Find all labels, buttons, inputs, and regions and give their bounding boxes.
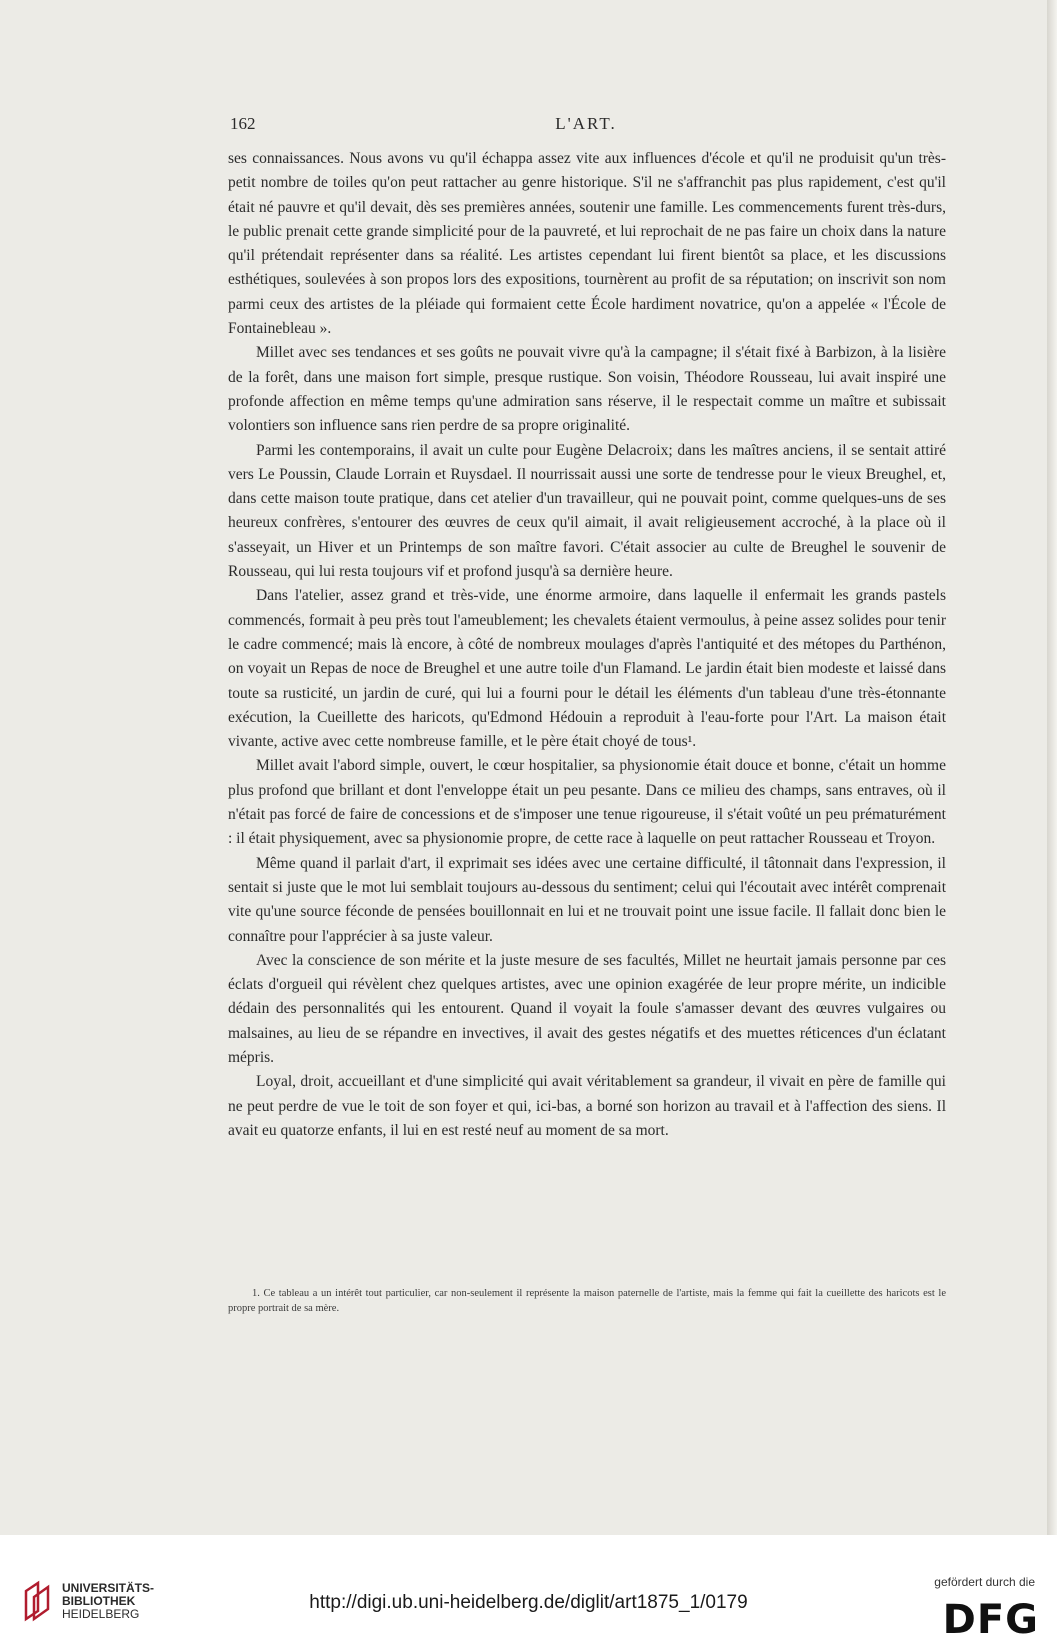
paragraph: Loyal, droit, accueillant et d'une simplicité qui avait véritablement sa grandeur, il vivait en père de famille qui ne peut perdre de vue le toit de son foyer et qui, ici-bas, a borné son horizon au travail et à l'affection des siens. Il avait eu quatorze enfants, il lui en est resté neuf au moment de sa mort. bbox=[228, 1073, 946, 1139]
paragraph: Parmi les contemporains, il avait un culte pour Eugène Delacroix; dans les maîtres anciens, il se sentait attiré vers Le Poussin, Claude Lorrain et Ruysdael. Il nourrissait aussi une sorte de tendresse pour le vieux Breughel, et, dans cette maison toute pratique, dans cet atelier d'un travailleur, qui ne pouvait point, comme quelques-uns de ses heureux confrères, s'entourer des œuvres de ceux qu'il aimait, il avait religieusement accroché, à la place où il s'asseyait, un Hiver et un Printemps de son maître favori. C'était associer au culte de Breughel le souvenir de Rousseau, qui lui resta toujours vif et profond jusqu'à sa dernière heure. bbox=[228, 441, 946, 581]
permalink-url[interactable]: http://digi.ub.uni-heidelberg.de/diglit/art1875_1/0179 bbox=[309, 1592, 748, 1613]
library-name-line: UNIVERSITÄTS- bbox=[62, 1581, 155, 1595]
running-title: L'ART. bbox=[555, 114, 617, 133]
paragraph: Millet avait l'abord simple, ouvert, le cœur hospitalier, sa physionomie était douce et bonne, c'était un homme plus profond que brillant et dont l'enveloppe était un peu pesante. Dans ce milieu des champs, sans entraves, où il n'était pas forcé de faire de concessions et de s'imposer une tenue rigoureuse, il s'était voûté un peu prématurément : il était physiquement, avec sa physionomie propre, de cette race à laquelle on peut rattacher Rousseau et Troyon. bbox=[228, 757, 946, 848]
footnote: 1. Ce tableau a un intérêt tout particulier, car non-seulement il représente la maison paternelle de l'artiste, mais la femme qui fait la cueillette des haricots est le propre portrait de sa mère. bbox=[228, 1288, 946, 1314]
paragraph: ses connaissances. Nous avons vu qu'il échappa assez vite aux influences d'école et qu'il ne produisit qu'un très-petit nombre de toiles qu'on peut rattacher au genre historique. S'il ne s'affranchit pas plus rapidement, c'est qu'il était né pauvre et qu'il devait, dès ses premières années, soutenir une famille. Les commencements furent très-durs, le public prenait cette grande simplicité pour de la pauvreté, et lui reprochait de ne pas faire un choix dans la nature qu'il prétendait représenter dans sa réalité. Les artistes cependant lui firent bientôt sa place, et les discussions esthétiques, soulevées à son propos lors des expositions, tournèrent au profit de sa réputation; on inscrivit son nom parmi ceux des artistes de la pléiade qui formaient cette École hardiment novatrice, qu'on a appelée « l'École de Fontainebleau ». bbox=[228, 150, 946, 338]
paragraph: Dans l'atelier, assez grand et très-vide, une énorme armoire, dans laquelle il enfermait les grands pastels commencés, formait à peu près tout l'ameublement; les chevalets étaient vermoulus, à peine assez solides pour tenir le cadre commencé; mais là encore, à côté de nombreux moulages d'après l'antiquité et des métopes du Parthénon, on voyait un Repas de noce de Breughel et une autre toile d'un Flamand. Le jardin était bien modeste et laissé dans toute sa rusticité, un jardin de curé, qui lui a fourni pour le détail les éléments d'un tableau d'une très-étonnante exécution, la Cueillette des haricots, qu'Edmond Hédouin a reproduit à l'eau-forte pour l'Art. La maison était vivante, active avec cette nombreuse famille, et le père était choyé de tous¹. bbox=[228, 587, 946, 751]
page-edge bbox=[1047, 0, 1057, 1535]
page-number: 162 bbox=[230, 114, 256, 133]
paragraph: Millet avec ses tendances et ses goûts ne pouvait vivre qu'à la campagne; il s'était fixé à Barbizon, à la lisière de la forêt, dans une maison fort simple, presque rustique. Son voisin, Théodore Rousseau, lui avait inspiré une profonde affection en même temps qu'une admiration sans réserve, il le respectait comme un maître et subissait volontiers son influence sans rien perdre de sa propre originalité. bbox=[228, 344, 946, 435]
paragraph: Avec la conscience de son mérite et la juste mesure de ses facultés, Millet ne heurtait jamais personne par ces éclats d'orgueil qui révèlent chez quelques artistes, avec une opinion exagérée de leur propre mérite, un indicible dédain des personnalités qui les entourent. Quand il voyait la foule s'amasser devant des œuvres vulgaires ou malsaines, au lieu de se répandre en invectives, il avait des gestes négatifs et des muettes réticences d'un éclatant mépris. bbox=[228, 951, 946, 1066]
library-name-line: BIBLIOTHEK bbox=[62, 1594, 136, 1608]
funded-by-label: gefördert durch die bbox=[934, 1575, 1035, 1589]
dfg-logo: DFG bbox=[942, 1597, 1039, 1643]
paragraph: Même quand il parlait d'art, il exprimait ses idées avec une certaine difficulté, il tâtonnait dans l'expression, il sentait si juste que le mot lui semblait toujours au-dessous du sentiment; celui qui l'écoutait avec intérêt comprenait vite qu'une source féconde de pensées bouillonnait en lui et ne trouvait point une issue facile. Il fallait donc bien le connaître pour l'apprécier à sa juste valeur. bbox=[228, 854, 946, 945]
viewer-footer bbox=[0, 1535, 1057, 1647]
page-header bbox=[226, 114, 946, 138]
library-name-line: HEIDELBERG bbox=[62, 1607, 140, 1621]
article-body bbox=[228, 147, 946, 1143]
